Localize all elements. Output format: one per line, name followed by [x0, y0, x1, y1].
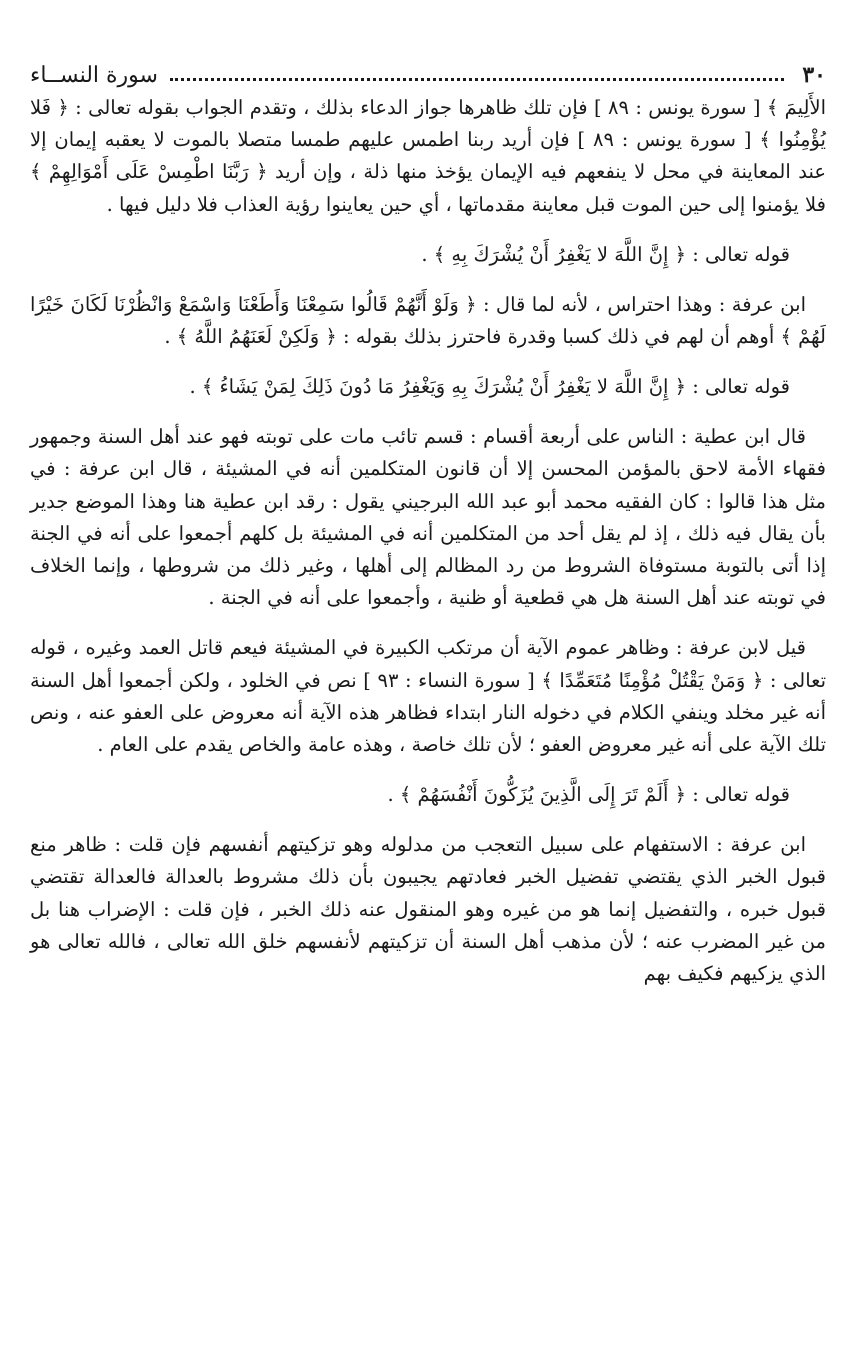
paragraph: ابن عرفة : وهذا احتراس ، لأنه لما قال : ﴿ وَلَوْ أَنَّهُمْ قَالُوا سَمِعْنَا وَأَطَعْنَا وَاسْمَعْ وَانْظُرْنَا لَكَانَ خَيْرًا لَهُمْ ﴾ أوهم أن لهم في ذلك كسبا وقدرة فاحترز بذلك بقوله : ﴿ وَلَكِنْ لَعَنَهُمُ اللَّهُ ﴾ .: [30, 292, 826, 349]
header-dotted-leader: [170, 78, 784, 81]
book-page: [30, 58, 826, 990]
paragraph: قيل لابن عرفة : وظاهر عموم الآية أن مرتكب الكبيرة في المشيئة فيعم قاتل العمد وغيره ، قوله تعالى : ﴿ وَمَنْ يَقْتُلْ مُؤْمِنًا مُتَعَمِّدًا ﴾ [ سورة النساء : ٩٣ ] نص في الخلود ، ولكن أجمعوا أهل السنة أنه غير مخلد وينفي الكلام في دخوله النار ابتداء فظاهر هذه الآية أنه معروض على العفو عنه ، ونص تلك الآية على أنه غير معروض العفو ؛ لأن تلك خاصة ، وهذه عامة والخاص يقدم على العام .: [30, 636, 826, 757]
paragraph: قال ابن عطية : الناس على أربعة أقسام : قسم تائب مات على توبته فهو عند أهل السنة وجمهور فقهاء الأمة لاحق بالمؤمن المحسن إلا أن قانون المتكلمين أنه في المشيئة ، قال ابن عرفة : في مثل هذا قالوا : كان الفقيه محمد أبو عبد الله البرجيني يقول : رقد ابن عطية هنا وهذا الموضع جدير بأن يقال فيه ذلك ، إذ لم يقل أحد من المتكلمين أنه في المشيئة بل كلهم أجمعوا على أنه في الجنة إذا أتى بالتوبة مستوفاة الشروط من رد المظالم إلى أهلها ، وغير ذلك من شروطها ، وإنما الخلاف في توبته عند أهل السنة هل هي قطعية أو ظنية ، وأجمعوا على أنه في الجنة .: [30, 425, 826, 610]
surah-title: سورة النســاء: [30, 62, 158, 88]
verse-heading: قوله تعالى : ﴿ إِنَّ اللَّهَ لا يَغْفِرُ أَنْ يُشْرَكَ بِهِ وَيَغْفِرُ مَا دُونَ ذَلِكَ لِمَنْ يَشَاءُ ﴾ .: [189, 375, 790, 399]
verse-heading: قوله تعالى : ﴿ إِنَّ اللَّهَ لا يَغْفِرُ أَنْ يُشْرَكَ بِهِ ﴾ .: [421, 242, 790, 266]
page-number: ٣٠: [802, 62, 826, 88]
page-header: [30, 58, 826, 92]
paragraph: الأَلِيمَ ﴾ [ سورة يونس : ٨٩ ] فإن تلك ظاهرها جواز الدعاء بذلك ، وتقدم الجواب بقوله تعالى : ﴿ فَلا يُؤْمِنُوا ﴾ [ سورة يونس : ٨٩ ] فإن أريد ربنا اطمس عليهم طمسا متصلا بالموت لا يعقبه إيمان إلا عند المعاينة في محل لا ينفعهم فيه الإيمان يؤخذ منها ذلة ، وإن أريد ﴿ رَبَّنَا اطْمِسْ عَلَى أَمْوَالِهِمْ ﴾ فلا يؤمنوا إلى حين الموت قبل معاينة مقدماتها ، أي حين يعاينوا رؤية العذاب فلا دليل فيها .: [30, 96, 826, 216]
paragraph: ابن عرفة : الاستفهام على سبيل التعجب من مدلوله وهو تزكيتهم أنفسهم فإن قلت : ظاهر منع قبول الخبر الذي يقتضي تفضيل الخبر فعادتهم يجيبون بأن ذلك مشروط بالعدالة فالعدالة تقتضي قبول خبره ، والتفضيل إنما هو من غيره وهو المنقول عنه ذلك الخبر ، فإن قلت : الإضراب هنا بل من غير المضرب عنه ؛ لأن مذهب أهل السنة أن تزكيتهم لأنفسهم خلق الله تعالى ، فالله تعالى هو الذي يزكيهم فكيف بهم: [30, 833, 826, 986]
verse-heading: قوله تعالى : ﴿ أَلَمْ تَرَ إِلَى الَّذِينَ يُزَكُّونَ أَنْفُسَهُمْ ﴾ .: [387, 783, 790, 807]
